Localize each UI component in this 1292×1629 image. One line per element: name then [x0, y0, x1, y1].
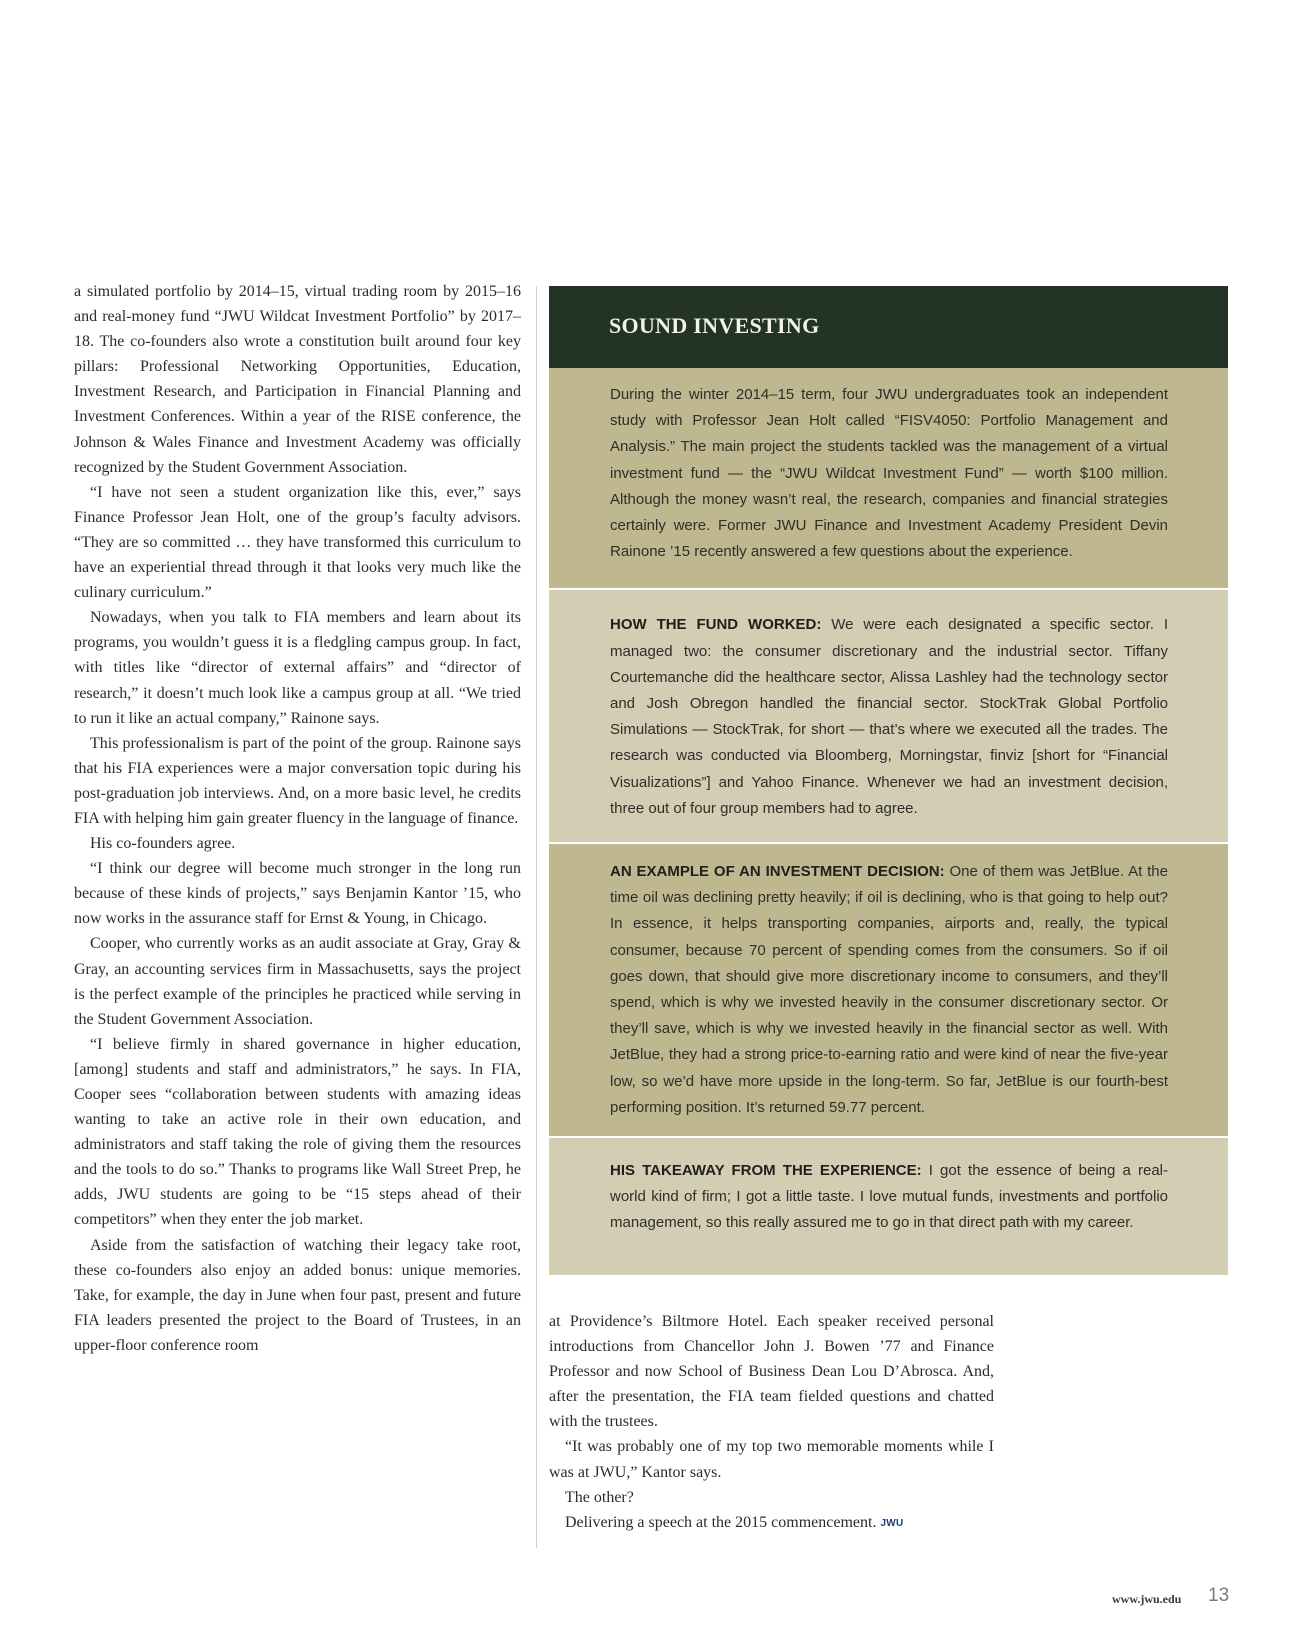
sidebar-title: SOUND INVESTING [609, 313, 820, 338]
paragraph: “It was probably one of my top two memorable moments while I was at JWU,” Kantor says. [549, 1438, 994, 1481]
section-text [610, 612, 1168, 822]
jwu-end-mark: JWU [880, 1517, 904, 1529]
section-heading: HOW THE FUND WORKED: [610, 616, 822, 634]
closing-sentence: Delivering a speech at the 2015 commencement. [565, 1513, 877, 1531]
paragraph: Aside from the satisfaction of watching their legacy take root, these co-founders also enjoy an added bonus: unique memories. Take, for example, the day in June when four past, present and future FIA leaders presented the project to the Board of Trustees, in an upper-floor conference room [74, 1236, 521, 1354]
section-text [610, 1158, 1168, 1237]
column-divider [536, 286, 537, 1548]
paragraph [549, 1510, 994, 1536]
sidebar-intro-panel [549, 368, 1228, 588]
sidebar-section-fund [549, 590, 1228, 842]
paragraph: “I think our degree will become much stronger in the long run because of these kinds of projects,” says Benjamin Kantor ’15, who now works in the assurance staff for Ernst & Young, in Chicago. [74, 860, 521, 928]
page-number: 13 [1208, 1585, 1230, 1606]
sidebar-section-takeaway [549, 1138, 1228, 1275]
paragraph: “I believe firmly in shared governance in higher education, [among] students and staff and administrators,” he says. In FIA, Cooper sees “collaboration between students with amazing ideas wanting to take an active role in their own education, and administrators and staff taking the role of giving them the resources and the tools to do so.” Thanks to programs like Wall Street Prep, he adds, JWU students are going to be “15 steps ahead of their competitors” when they enter the job market. [74, 1035, 521, 1229]
section-heading: AN EXAMPLE OF AN INVESTMENT DECISION: [610, 863, 945, 881]
paragraph: His co-founders agree. [90, 835, 236, 853]
paragraph: This professionalism is part of the point of the group. Rainone says that his FIA experiences were a major conversation topic during his post-graduation job interviews. And, on a more basic level, he credits FIA with helping him gain greater fluency in the language of finance. [74, 734, 521, 827]
paragraph: “I have not seen a student organization like this, ever,” says Finance Professor Jean Holt, one of the group’s faculty advisors. “They are so committed … they have transformed this curriculum to have an experiential thread through it that looks very much like the culinary curriculum.” [74, 483, 521, 602]
paragraph: a simulated portfolio by 2014–15, virtual trading room by 2015–16 and real-money fund “JWU Wildcat Investment Portfolio” by 2017–18. The co-founders also wrote a constitution built around four key pillars: Professional Networking Opportunities, Education, Investment Research, and Participation in Financial Planning and Investment Conferences. Within a year of the RISE conference, the Johnson & Wales Finance and Investment Academy was officially recognized by the Student Government Association. [74, 283, 521, 476]
sidebar-section-decision [549, 844, 1228, 1136]
article-continuation-column [549, 1309, 994, 1536]
sidebar-box [549, 286, 1228, 1275]
section-heading: HIS TAKEAWAY FROM THE EXPERIENCE: [610, 1162, 922, 1180]
sidebar-header [549, 286, 1228, 368]
section-body: One of them was JetBlue. At the time oil was declining pretty heavily; if oil is declining, who is that going to help out? In essence, it helps transporting companies, airports and, really, the typical consumer, because 70 percent of spending comes from the consumers. So if oil goes down, that should give more discretionary income to consumers, and they’ll spend, which is why we invested heavily in the consumer discretionary sector. Or they’ll save, which is why we invested heavily in the financial sector as well. With JetBlue, they had a strong price-to-earning ratio and were kind of near the five-year low, so we’d have more upside in the long-term. So far, JetBlue is our fourth-best performing position. It’s returned 59.77 percent. [610, 863, 1168, 1116]
paragraph: at Providence’s Biltmore Hotel. Each speaker received personal introductions from Chancellor John J. Bowen ’77 and Finance Professor and now School of Business Dean Lou D’Abrosca. And, after the presentation, the FIA team fielded questions and chatted with the trustees. [549, 1313, 994, 1431]
footer-url: www.jwu.edu [1112, 1592, 1182, 1606]
section-text [610, 859, 1168, 1121]
section-body: I got the essence of being a real-world kind of firm; I got a little taste. I love mutual funds, investments and portfolio management, so this really assured me to go in that direct path with my career. [610, 1162, 1168, 1232]
paragraph: The other? [565, 1488, 634, 1506]
sidebar-intro-text: During the winter 2014–15 term, four JWU undergraduates took an independent study with Professor Jean Holt called “FISV4050: Portfolio Management and Analysis.” The main project the students tackled was the management of a virtual investment fund — the “JWU Wildcat Investment Fund” — worth $100 million. Although the money wasn’t real, the research, companies and financial strategies certainly were. Former JWU Finance and Investment Academy President Devin Rainone ’15 recently answered a few questions about the experience. [610, 386, 1168, 561]
section-body: We were each designated a specific sector. I managed two: the consumer discretionary and the industrial sector. Tiffany Courtemanche did the healthcare sector, Alissa Lashley had the technology sector and Josh Obregon handled the financial sector. StockTrak Global Portfolio Simulations — StockTrak, for short — that’s where we executed all the trades. The research was conducted via Bloomberg, Morningstar, finviz [short for “Financial Visualizations”] and Yahoo Finance. Whenever we had an investment decision, three out of four group members had to agree. [610, 616, 1168, 817]
article-left-column [74, 279, 521, 1358]
paragraph: Cooper, who currently works as an audit associate at Gray, Gray & Gray, an accounting services firm in Massachusetts, says the project is the perfect example of the principles he practiced while serving in the Student Government Association. [74, 935, 521, 1028]
paragraph: Nowadays, when you talk to FIA members and learn about its programs, you wouldn’t guess it is a fledgling campus group. In fact, with titles like “director of external affairs” and “director of research,” it doesn’t much look like a campus group at all. “We tried to run it like an actual company,” Rainone says. [74, 609, 521, 727]
